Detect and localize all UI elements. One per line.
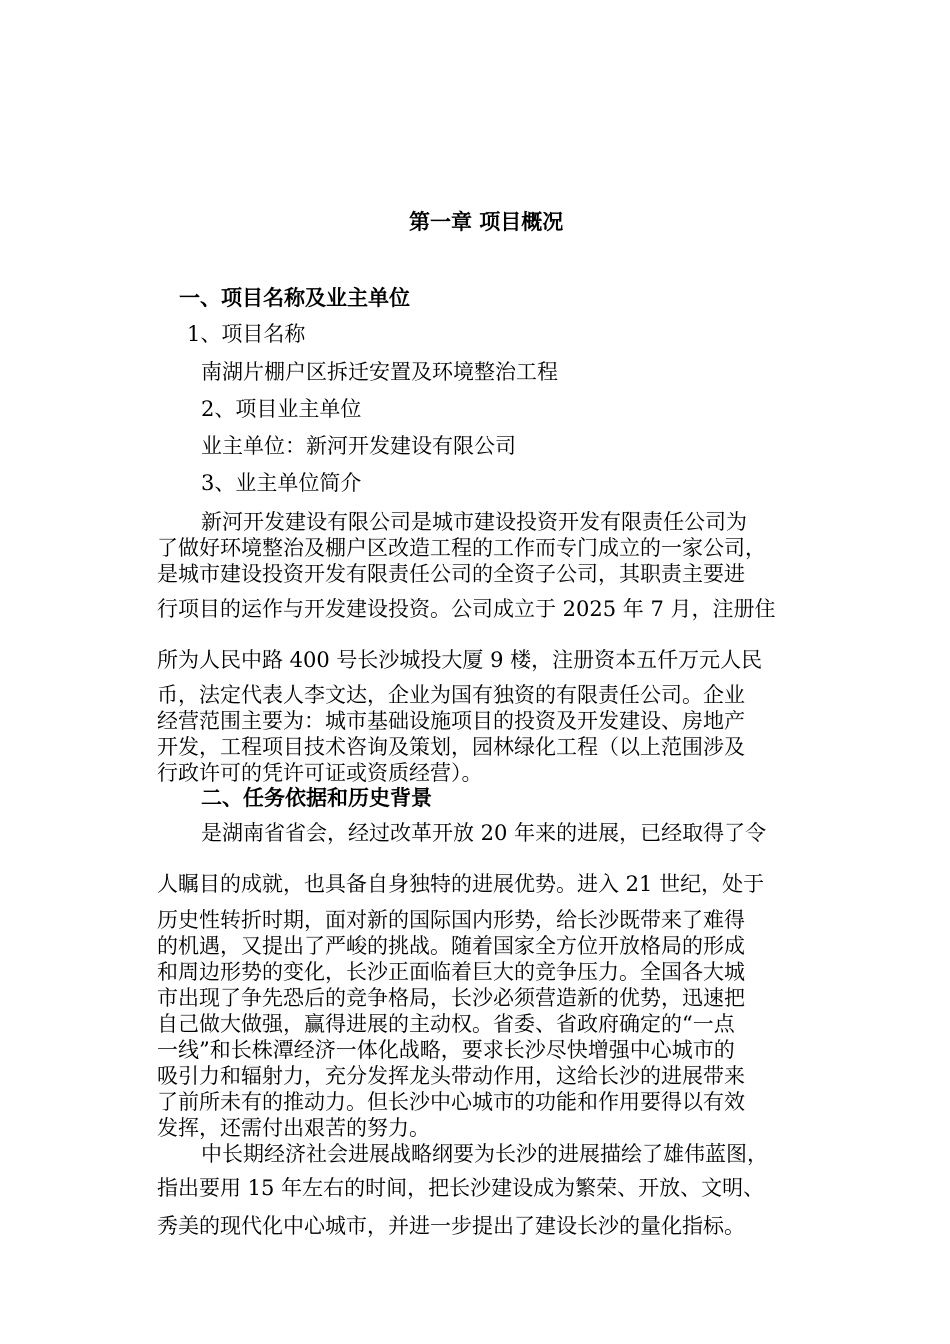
background-line: 人瞩目的成就，也具备自身独特的进展优势。进入 21 世纪，处于 [157,872,765,896]
item-3-label: 3、业主单位简介 [201,471,362,495]
intro-line: 了做好环境整治及棚户区改造工程的工作而专门成立的一家公司， [157,536,766,560]
background-line: 发挥，还需付出艰苦的努力。 [157,1116,430,1140]
intro-line: 行项目的运作与开发建设投资。公司成立于 2025 年 7 月，注册住 [157,597,776,621]
background-line: 一线”和长株潭经济一体化战略，要求长沙尽快增强中心城市的 [157,1038,735,1062]
background-line: 自己做大做强，赢得进展的主动权。省委、省政府确定的“一点 [157,1012,735,1036]
chapter-title: 第一章 项目概况 [409,210,564,234]
background-line: 和周边形势的变化，长沙正面临着巨大的竞争压力。全国各大城 [157,960,745,984]
background-line: 历史性转折时期，面对新的国际国内形势，给长沙既带来了难得 [157,908,745,932]
section-2-heading: 二、任务依据和历史背景 [201,786,432,810]
background-line: 市出现了争先恐后的竞争格局，长沙必须营造新的优势，迅速把 [157,986,745,1010]
intro-line: 所为人民中路 400 号长沙城投大厦 9 楼，注册资本五仟万元人民 [157,648,763,672]
intro-line: 是城市建设投资开发有限责任公司的全资子公司，其职责主要进 [157,562,745,586]
item-1-value: 南湖片棚户区拆迁安置及环境整治工程 [201,360,558,384]
background-line: 了前所未有的推动力。但长沙中心城市的功能和作用要得以有效 [157,1090,745,1114]
item-2-value: 业主单位：新河开发建设有限公司 [201,434,516,458]
section-1-heading: 一、项目名称及业主单位 [179,286,410,310]
intro-line: 行政许可的凭许可证或资质经营）。 [157,761,483,785]
intro-line: 经营范围主要为：城市基础设施项目的投资及开发建设、房地产 [157,709,745,733]
intro-line: 开发，工程项目技术咨询及策划，园林绿化工程（以上范围涉及 [157,735,745,759]
strategy-line: 中长期经济社会进展战略纲要为长沙的进展描绘了雄伟蓝图， [201,1142,768,1166]
strategy-line: 秀美的现代化中心城市，并进一步提出了建设长沙的量化指标。 [157,1214,745,1238]
item-1-label: 1、项目名称 [187,322,306,346]
intro-line: 新河开发建设有限公司是城市建设投资开发有限责任公司为 [201,510,747,534]
background-line: 的机遇，又提出了严峻的挑战。随着国家全方位开放格局的形成 [157,934,745,958]
strategy-line: 指出要用 15 年左右的时间，把长沙建设成为繁荣、开放、文明、 [157,1176,765,1200]
background-line: 是湖南省省会，经过改革开放 20 年来的进展，已经取得了令 [201,821,767,845]
background-line: 吸引力和辐射力，充分发挥龙头带动作用，这给长沙的进展带来 [157,1064,745,1088]
item-2-label: 2、项目业主单位 [201,397,362,421]
intro-line: 币，法定代表人李文达，企业为国有独资的有限责任公司。企业 [157,683,745,707]
